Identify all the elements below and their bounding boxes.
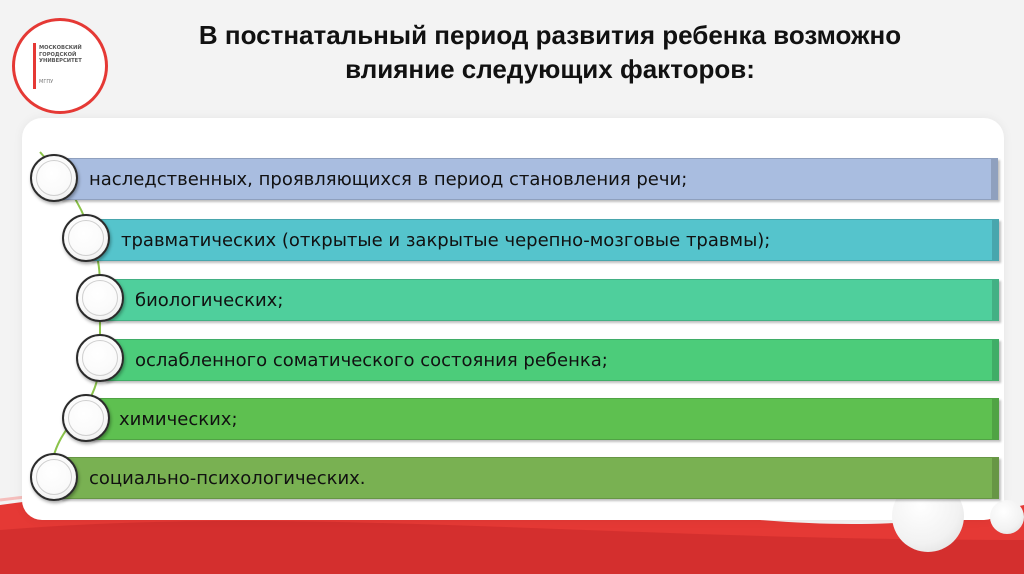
logo-text: МОСКОВСКИЙ ГОРОДСКОЙ УНИВЕРСИТЕТ — [39, 45, 82, 64]
bullet-circle-icon — [30, 154, 78, 202]
factor-row-6 — [60, 457, 999, 499]
factor-label: ослабленного соматического состояния ребенка; — [135, 349, 608, 371]
factor-row-4 — [104, 339, 999, 381]
bullet-circle-icon — [76, 334, 124, 382]
title-line-2: влияние следующих факторов: — [345, 54, 755, 84]
factor-row-3 — [104, 279, 999, 321]
title-line-1: В постнатальный период развития ребенка возможно — [198, 20, 902, 50]
factor-label: биологических; — [135, 289, 284, 311]
factor-label: химических; — [119, 408, 238, 430]
factor-label: травматических (открытые и закрытые черепно-мозговые травмы); — [121, 229, 771, 251]
factor-label: наследственных, проявляющихся в период становления речи; — [89, 168, 688, 190]
logo-abbreviation: МГПУ — [39, 79, 54, 85]
factor-row-2 — [90, 219, 999, 261]
factor-row-1 — [60, 158, 998, 200]
factor-label: социально-психологических. — [89, 467, 366, 489]
bullet-circle-icon — [30, 453, 78, 501]
bullet-circle-icon — [62, 394, 110, 442]
bullet-circle-icon — [62, 214, 110, 262]
bullet-circle-icon — [76, 274, 124, 322]
factor-row-5 — [90, 398, 999, 440]
